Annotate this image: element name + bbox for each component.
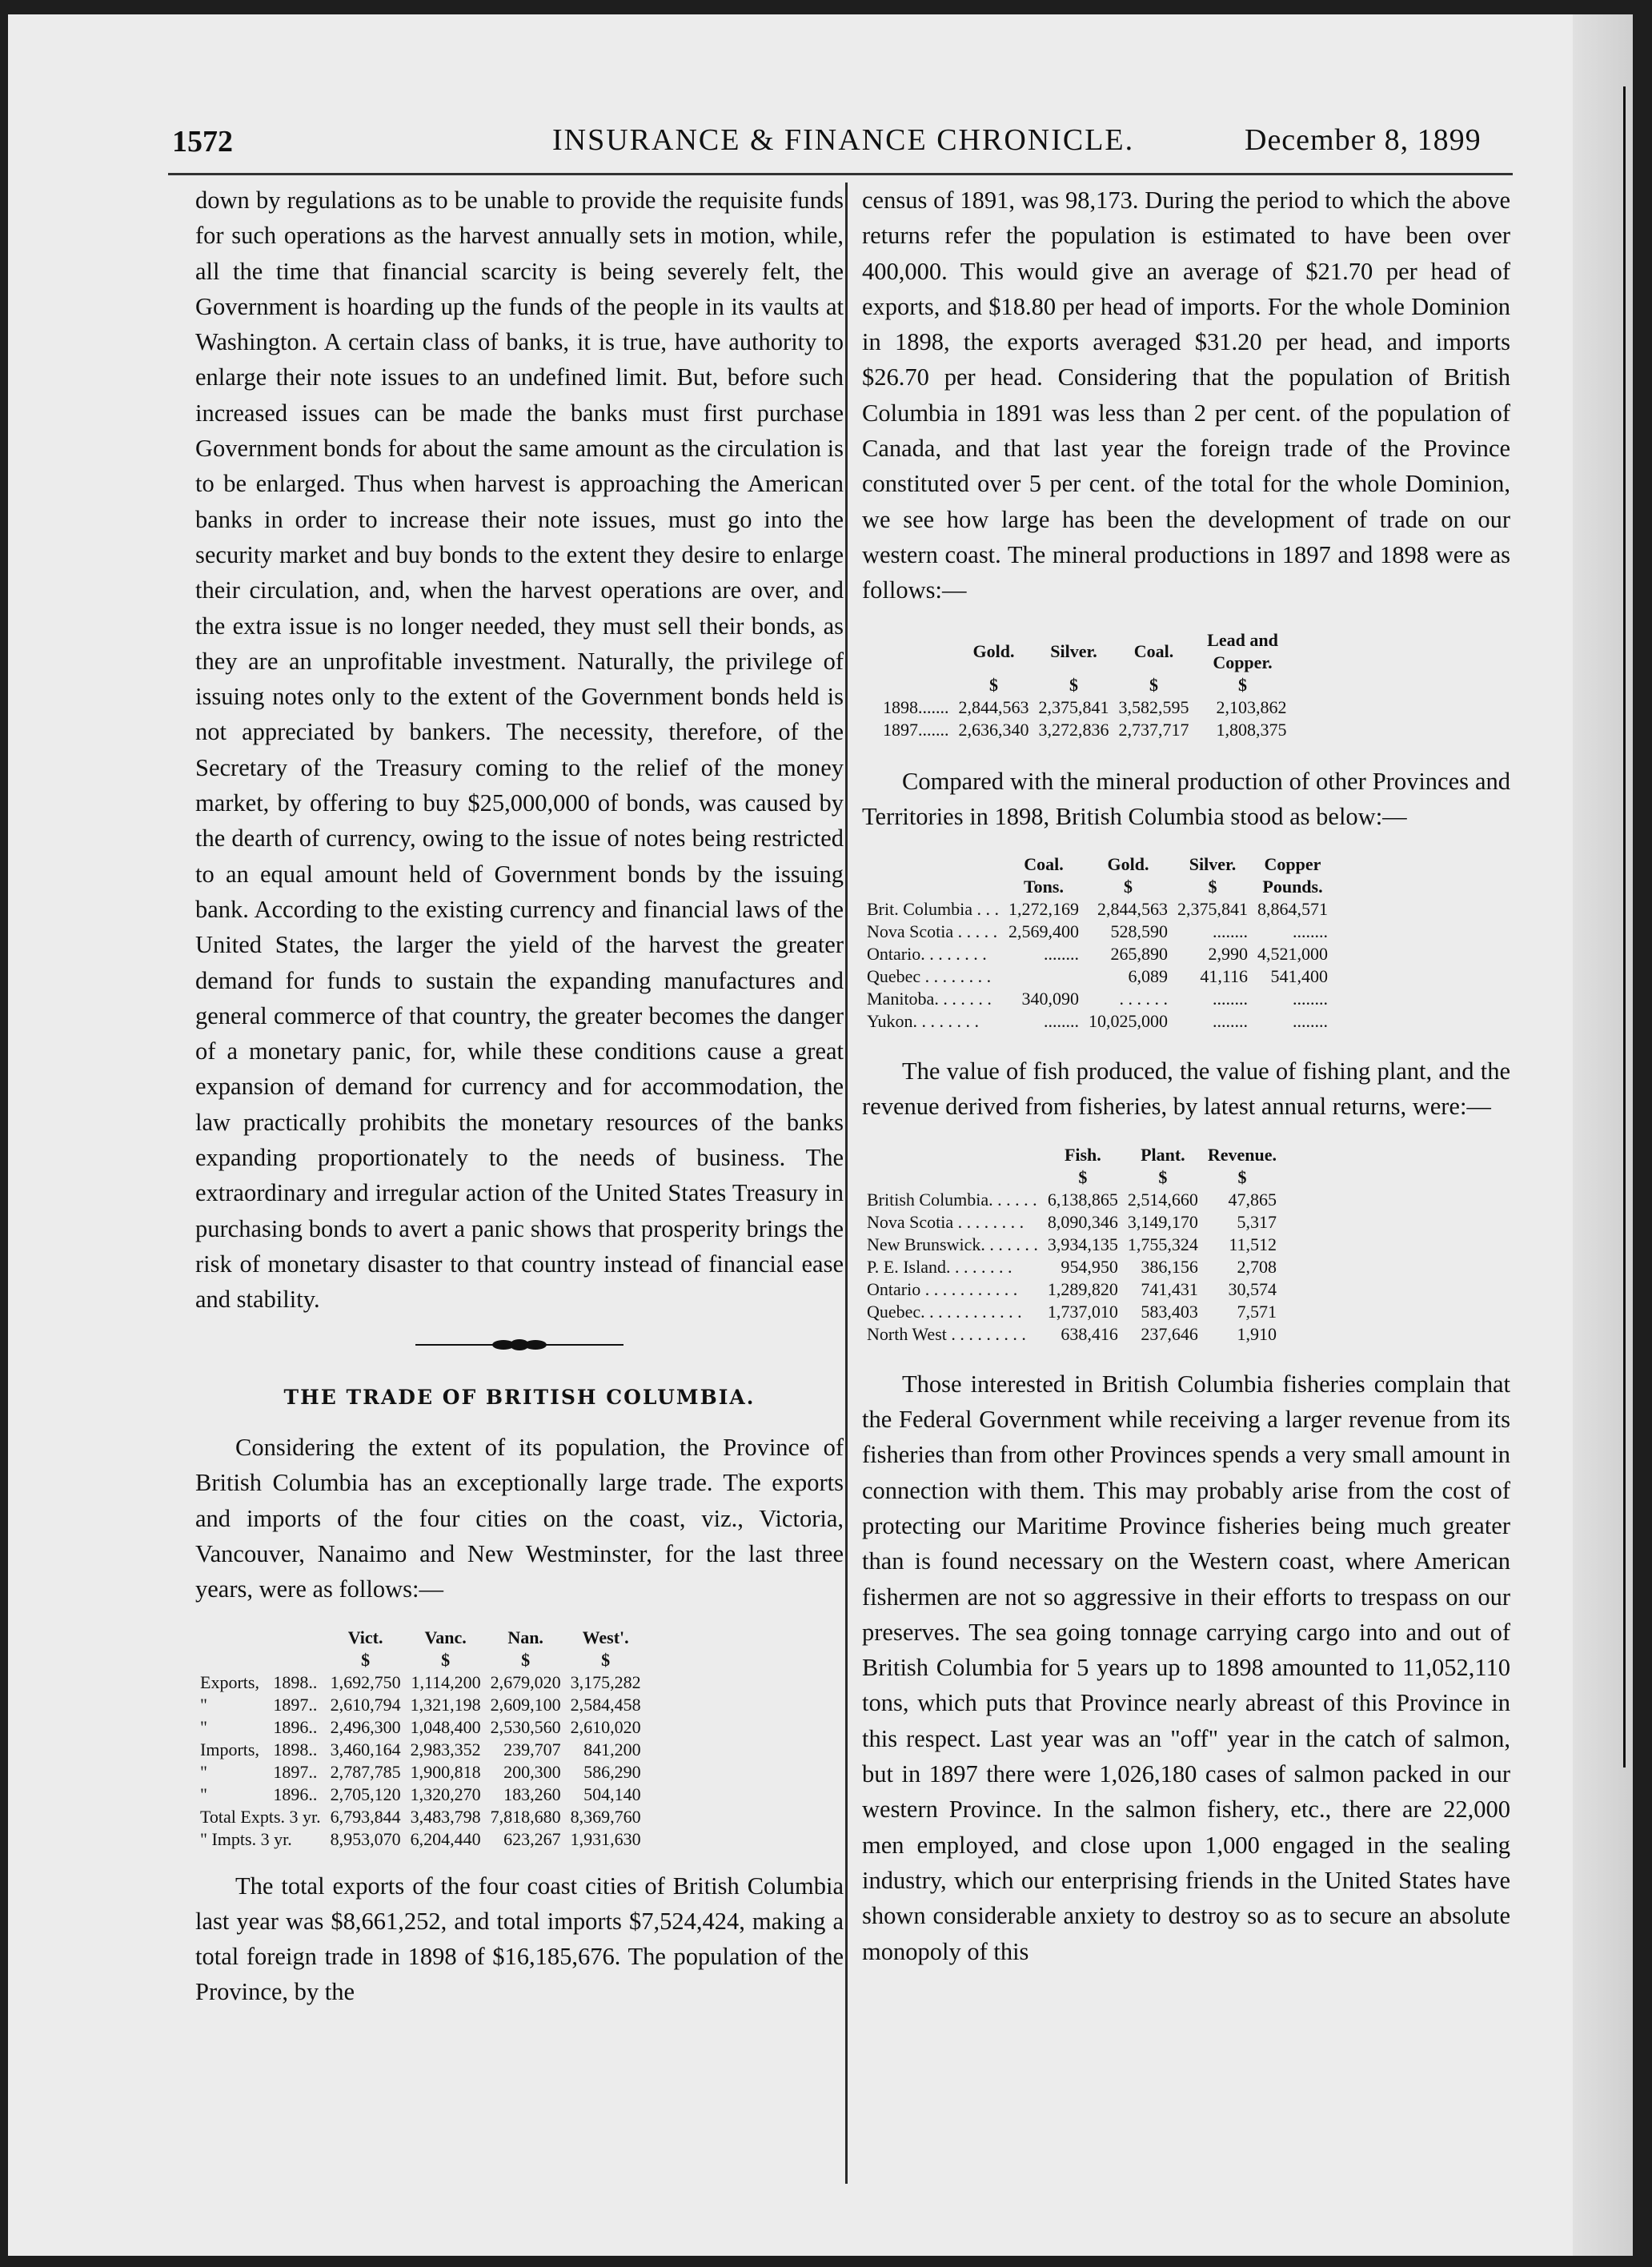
table-cell: 4,521,000 <box>1257 944 1328 965</box>
row-year: 1898....... <box>883 696 949 717</box>
table-cell: 2,737,717 <box>1118 719 1189 740</box>
table-cell: 2,636,340 <box>958 719 1029 740</box>
column-header: Revenue. <box>1207 1144 1277 1165</box>
table-cell: 1,692,750 <box>330 1671 401 1692</box>
table-cell: 2,496,300 <box>330 1716 401 1737</box>
table-cell: 1,272,169 <box>1008 899 1079 920</box>
mineral-production-table <box>878 629 1292 741</box>
column-header: Lead and Copper. <box>1207 629 1278 672</box>
table-row <box>195 1761 646 1784</box>
table-row <box>195 1694 646 1716</box>
row-label: North West . . . . . . . . . <box>867 1323 1026 1344</box>
unit-label: Tons. <box>1024 877 1064 897</box>
table-cell: 2,609,100 <box>490 1694 561 1715</box>
table-cell: 7,571 <box>1237 1301 1277 1322</box>
running-title: INSURANCE & FINANCE CHRONICLE. <box>552 123 1135 157</box>
article-paragraph: Compared with the mineral production of other Provinces and Territories in 1898, British Columbia stood as below:— <box>862 767 1510 830</box>
table-cell: 3,149,170 <box>1127 1211 1198 1232</box>
row-year: 1897.. <box>273 1694 318 1715</box>
trade-table <box>195 1627 646 1851</box>
table-cell: 2,705,120 <box>330 1784 401 1804</box>
table-cell: 2,514,660 <box>1127 1189 1198 1210</box>
table-units-row <box>862 1166 1281 1189</box>
table-cell: 7,818,680 <box>490 1806 561 1827</box>
column-divider <box>845 183 848 2184</box>
table-cell: ........ <box>1293 989 1328 1009</box>
table-units-row <box>878 674 1292 696</box>
table-row <box>862 1010 1333 1033</box>
table-cell: 2,103,862 <box>1216 696 1287 717</box>
table-cell: 6,138,865 <box>1047 1189 1118 1210</box>
page-header <box>8 90 1633 158</box>
unit-label: $ <box>441 1649 451 1670</box>
article-paragraph: The value of fish produced, the value of fishing plant, and the revenue derived from fisheries, by latest annual returns, were:— <box>862 1057 1510 1121</box>
table-cell: 1,737,010 <box>1047 1301 1118 1322</box>
right-column <box>862 183 1510 1969</box>
table-cell: 41,116 <box>1200 966 1248 987</box>
table-cell: ........ <box>1213 989 1248 1009</box>
table-cell: 1,931,630 <box>570 1828 641 1849</box>
row-label: Nova Scotia . . . . . . . . <box>867 1211 1024 1232</box>
table-cell: 2,610,020 <box>570 1716 641 1737</box>
row-label: Brit. Columbia . . . <box>867 899 999 920</box>
table-cell: 2,787,785 <box>330 1761 401 1782</box>
table-row <box>195 1828 646 1851</box>
unit-label: $ <box>989 674 998 695</box>
table-cell: 2,844,563 <box>958 696 1029 717</box>
table-cell: 2,708 <box>1237 1256 1277 1277</box>
table-cell: 340,090 <box>1021 989 1079 1009</box>
table-cell: 386,156 <box>1141 1256 1198 1277</box>
row-label: Exports, <box>200 1671 259 1692</box>
table-cell: 954,950 <box>1061 1256 1118 1277</box>
table-cell: 1,808,375 <box>1216 719 1287 740</box>
table-cell: 6,793,844 <box>330 1806 401 1827</box>
column-header: Coal. <box>1024 854 1064 875</box>
table-cell: 541,400 <box>1270 966 1328 987</box>
table-cell: 741,431 <box>1141 1278 1198 1299</box>
column-header: Nan. <box>507 1627 543 1647</box>
table-cell: ........ <box>1293 921 1328 942</box>
table-cell: 3,483,798 <box>410 1806 481 1827</box>
table-row <box>862 965 1333 988</box>
row-label: " <box>200 1716 207 1737</box>
page-number: 1572 <box>172 125 233 158</box>
table-cell <box>1004 965 1084 988</box>
section-heading: THE TRADE OF BRITISH COLUMBIA. <box>283 1385 756 1409</box>
row-year: 1897....... <box>883 719 949 740</box>
table-cell: 583,403 <box>1141 1301 1198 1322</box>
row-label: New Brunswick. . . . . . . <box>867 1234 1038 1254</box>
table-cell: ........ <box>1044 944 1079 965</box>
row-label: " <box>200 1784 207 1804</box>
table-cell: ........ <box>1044 1011 1079 1032</box>
table-row <box>195 1716 646 1739</box>
table-cell: 1,114,200 <box>411 1671 481 1692</box>
table-cell: 638,416 <box>1061 1323 1118 1344</box>
table-units-row <box>862 876 1333 898</box>
article-paragraph: down by regulations as to be unable to provide the requisite funds for such operations as the harvest annually sets in motion, while, all the time that financial scarcity is being severely felt, the Government is hoarding up the funds of the people in its vaults at Washington. A certain class of banks, it is true, have authority to enlarge their note issues to an undefined limit. But, before such increased issues can be made the banks must first purchase Government bonds for about the same amount as the circulation is to be enlarged. Thus when harvest is approaching the American banks in order to increase their note issues, must go into the security market and buy bonds to the extent they desire to enlarge their circulation, and, when the harvest operations are over, and the extra issue is no longer needed, they must sell their bonds, as they are an unprofitable investment. Naturally, the privilege of issuing notes only to the extent of the Government bonds held is not appreciated by bankers. The necessity, therefore, of the Secretary of the Treasury coming to the relief of the money market, by offering to buy $25,000,000 of bonds, was caused by the dearth of currency, owing to the issue of notes being restricted to an equal amount held of Government bonds by the issuing bank. According to the existing currency and financial laws of the United States, the larger the yield of the harvest the greater demand for funds to sustain the expanding manufactures and general commerce of that country, the greater becomes the danger of a monetary panic, for, while these conditions cause a great expansion of demand for currency and for accommodation, the law practically prohibits the monetary resources of the banks expanding proportionately to the needs of business. The extraordinary and irregular action of the United States Treasury in purchasing bonds to avert a panic shows that prosperity brings the risk of monetary disaster to that country instead of financial ease and stability. <box>195 187 844 1314</box>
unit-label: $ <box>361 1649 371 1670</box>
table-cell: ........ <box>1213 1011 1248 1032</box>
table-row <box>195 1784 646 1806</box>
unit-label: $ <box>1237 1166 1247 1187</box>
table-cell: 6,089 <box>1128 966 1168 987</box>
column-header: Coal. <box>1133 640 1174 661</box>
row-label: P. E. Island. . . . . . . . <box>867 1256 1012 1277</box>
unit-label: $ <box>1069 674 1078 695</box>
table-cell: 1,048,400 <box>410 1716 481 1737</box>
row-label: Quebec. . . . . . . . . . . . <box>867 1301 1022 1322</box>
row-year: 1898.. <box>273 1739 318 1759</box>
unit-label: $ <box>1078 1166 1088 1187</box>
table-cell: 2,990 <box>1208 944 1248 965</box>
table-cell: 6,204,440 <box>410 1828 481 1849</box>
table-cell: 2,844,563 <box>1097 899 1168 920</box>
unit-label: Pounds. <box>1262 877 1323 897</box>
page-edge-line <box>1623 86 1626 1767</box>
unit-label: $ <box>601 1649 611 1670</box>
row-label: Nova Scotia . . . . . <box>867 921 998 942</box>
row-year: 1898.. <box>273 1671 318 1692</box>
article-paragraph: Those interested in British Columbia fisheries complain that the Federal Government while receiving a larger revenue from its fisheries than from other Provinces spends a very small amount in connection with them. This may probably arise from the cost of protecting our Maritime Province fisheries being much greater than is found necessary on the Western coast, where American fishermen are not so aggressive in their efforts to trespass on our preserves. The sea going tonnage carrying cargo into and out of British Columbia for 5 years up to 1898 amounted to 11,052,110 tons, which puts that Province nearly abreast of this Province in this respect. Last year was an "off" year in the catch of salmon, but in 1897 there were 1,026,180 cases of salmon packed in our western Province. In the salmon fishery, etc., there are 22,000 men employed, and close upon 1,000 engaged in the sealing industry, which our enterprising friends in the United States have shown considerable anxiety to destroy so as to secure an absolute monopoly of this <box>862 1370 1510 1965</box>
table-cell: 1,900,818 <box>410 1761 481 1782</box>
row-label: Yukon. . . . . . . . <box>867 1011 979 1032</box>
table-cell: 183,260 <box>503 1784 561 1804</box>
issue-date: December 8, 1899 <box>1245 123 1482 157</box>
row-label: " <box>200 1761 207 1782</box>
table-units-row <box>195 1649 646 1671</box>
table-cell: 504,140 <box>583 1784 641 1804</box>
table-cell: 11,512 <box>1229 1234 1277 1254</box>
left-column <box>195 183 844 2010</box>
table-cell: ........ <box>1293 1011 1328 1032</box>
table-cell: 3,272,836 <box>1038 719 1109 740</box>
section-ornament <box>195 1327 844 1362</box>
table-cell: 265,890 <box>1110 944 1168 965</box>
table-row <box>862 1189 1281 1211</box>
table-cell: 2,375,841 <box>1177 899 1248 920</box>
table-cell: 2,610,794 <box>330 1694 401 1715</box>
table-cell: 3,934,135 <box>1047 1234 1118 1254</box>
table-row <box>862 1323 1281 1346</box>
table-cell: 47,865 <box>1228 1189 1277 1210</box>
column-header: Silver. <box>1189 854 1237 875</box>
table-cell: 8,369,760 <box>570 1806 641 1827</box>
table-row <box>878 696 1292 719</box>
column-header: Silver. <box>1050 640 1097 661</box>
table-cell: 841,200 <box>583 1739 641 1759</box>
mineral-comparison-table <box>862 853 1333 1033</box>
ornament-divider-icon <box>415 1337 624 1353</box>
table-row <box>195 1671 646 1694</box>
article-paragraph: census of 1891, was 98,173. During the period to which the above returns refer the population is estimated to have been over 400,000. This would give an average of $21.70 per head of exports, and $18.80 per head of imports. For the whole Dominion in 1898, the exports averaged $31.20 per head, and imports $26.70 per head. Considering that the population of British Columbia in 1891 was less than 2 per cent. of the population of Canada, and that last year the foreign trade of the Province constituted over 5 per cent. of the total for the whole Dominion, we see how large has been the development of trade on our western coast. The mineral productions in 1897 and 1898 were as follows:— <box>862 187 1510 604</box>
unit-label: $ <box>1208 877 1217 897</box>
column-header: Gold. <box>1107 854 1149 875</box>
newspaper-page <box>8 14 1633 2256</box>
article-paragraph: The total exports of the four coast cities of British Columbia last year was $8,661,252, and total imports $7,524,424, making a total foreign trade in 1898 of $16,185,676. The population of the Province, by the <box>195 1872 844 2006</box>
fisheries-table <box>862 1144 1281 1346</box>
table-row <box>862 898 1333 921</box>
row-label: Manitoba. . . . . . . <box>867 989 992 1009</box>
table-cell: 1,321,198 <box>410 1694 481 1715</box>
row-label: " <box>200 1694 207 1715</box>
column-header: Fish. <box>1064 1144 1101 1165</box>
row-label: " Impts. 3 yr. <box>200 1828 292 1849</box>
table-cell: 2,584,458 <box>570 1694 641 1715</box>
table-row <box>195 1739 646 1761</box>
table-cell: 2,983,352 <box>410 1739 481 1759</box>
table-cell: ........ <box>1213 921 1248 942</box>
column-header: West'. <box>582 1627 629 1647</box>
table-cell: 237,646 <box>1141 1323 1198 1344</box>
table-cell: 2,530,560 <box>490 1716 561 1737</box>
table-cell: 586,290 <box>583 1761 641 1782</box>
table-cell: 10,025,000 <box>1089 1011 1168 1032</box>
unit-label: $ <box>1124 877 1133 897</box>
table-cell: 3,175,282 <box>570 1671 641 1692</box>
table-row <box>878 719 1292 741</box>
column-header: Vict. <box>347 1627 383 1647</box>
table-cell: . . . . . . <box>1119 989 1168 1009</box>
unit-label: $ <box>521 1649 531 1670</box>
table-cell: 2,679,020 <box>490 1671 561 1692</box>
table-cell: 8,090,346 <box>1047 1211 1118 1232</box>
article-paragraph: Considering the extent of its population, the Province of British Columbia has an exceptionally large trade. The exports and imports of the four cities on the coast, viz., Victoria, Vancouver, Nanaimo and New Westminster, for the last three years, were as follows:— <box>195 1434 844 1603</box>
column-header: Copper <box>1264 854 1321 875</box>
row-year: 1896.. <box>273 1784 318 1804</box>
table-cell: 239,707 <box>503 1739 561 1759</box>
header-rule <box>168 173 1513 175</box>
row-label: British Columbia. . . . . . <box>867 1189 1037 1210</box>
row-label: Quebec . . . . . . . . <box>867 966 992 987</box>
table-cell: 623,267 <box>503 1828 561 1849</box>
row-year: 1897.. <box>273 1761 318 1782</box>
row-year: 1896.. <box>273 1716 318 1737</box>
table-cell: 8,953,070 <box>330 1828 401 1849</box>
table-row <box>862 1278 1281 1301</box>
column-header: Gold. <box>972 640 1015 661</box>
row-label: Total Expts. 3 yr. <box>200 1806 321 1827</box>
table-cell: 1,320,270 <box>410 1784 481 1804</box>
table-cell: 528,590 <box>1110 921 1168 942</box>
unit-label: $ <box>1238 674 1247 695</box>
table-row <box>195 1806 646 1828</box>
table-header-row <box>862 853 1333 876</box>
table-cell: 2,375,841 <box>1038 696 1109 717</box>
table-row <box>862 1256 1281 1278</box>
table-row <box>862 1301 1281 1323</box>
table-cell: 3,460,164 <box>330 1739 401 1759</box>
unit-label: $ <box>1149 674 1158 695</box>
table-cell: 3,582,595 <box>1118 696 1189 717</box>
table-header-row <box>862 1144 1281 1166</box>
table-row <box>862 1211 1281 1234</box>
row-label: Ontario . . . . . . . . . . . <box>867 1278 1018 1299</box>
table-row <box>862 1234 1281 1256</box>
column-header: Vanc. <box>424 1627 467 1647</box>
table-cell: 8,864,571 <box>1257 899 1328 920</box>
table-cell: 30,574 <box>1228 1278 1277 1299</box>
table-cell: 1,289,820 <box>1047 1278 1118 1299</box>
table-cell: 1,755,324 <box>1127 1234 1198 1254</box>
table-row <box>862 943 1333 965</box>
column-header: Plant. <box>1141 1144 1185 1165</box>
unit-label: $ <box>1158 1166 1168 1187</box>
table-cell: 200,300 <box>503 1761 561 1782</box>
table-header-row <box>878 629 1292 674</box>
table-cell: 2,569,400 <box>1008 921 1079 942</box>
table-cell: 1,910 <box>1237 1323 1277 1344</box>
row-label: Ontario. . . . . . . . <box>867 944 987 965</box>
table-header-row <box>195 1627 646 1649</box>
table-row <box>862 921 1333 943</box>
table-cell: 5,317 <box>1237 1211 1277 1232</box>
row-label: Imports, <box>200 1739 259 1759</box>
table-row <box>862 988 1333 1010</box>
